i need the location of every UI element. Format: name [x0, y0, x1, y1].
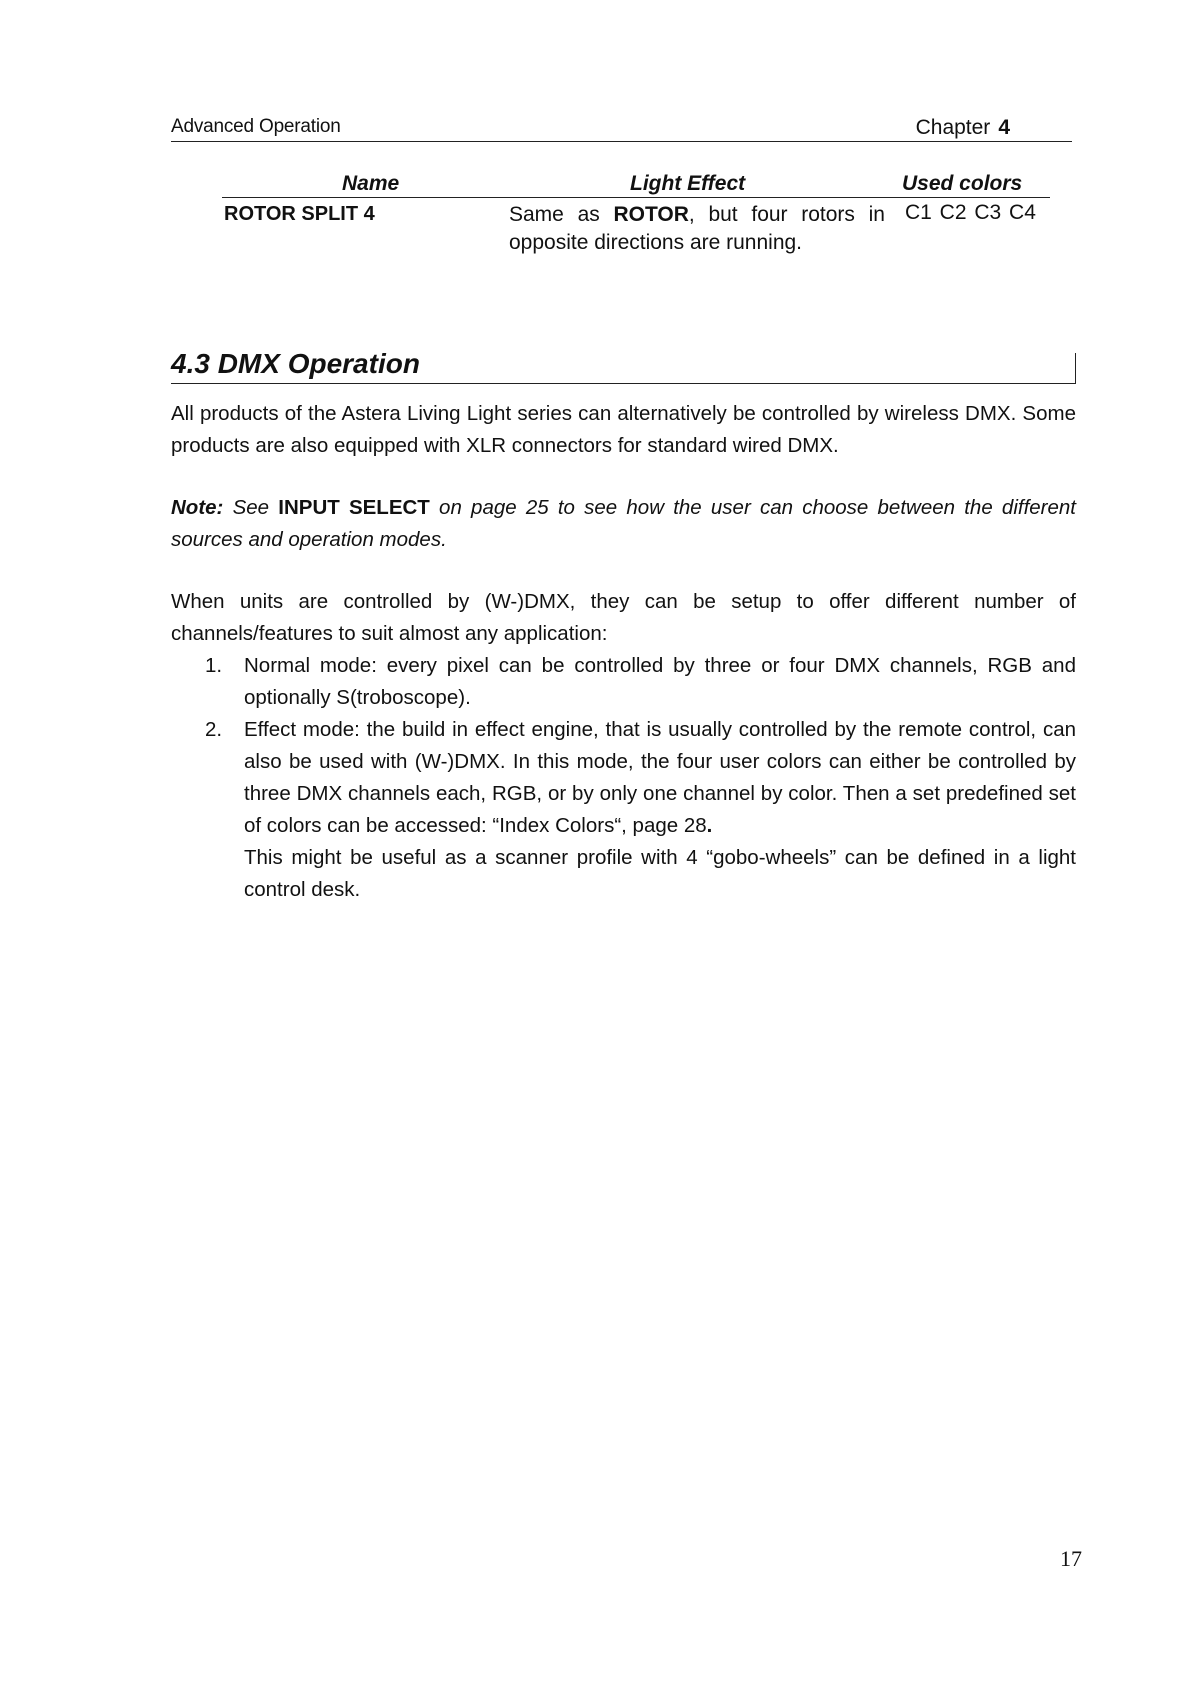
note-see: See — [223, 496, 279, 519]
table-cell-effect — [509, 201, 885, 257]
list-item — [171, 650, 1076, 714]
page-number: 17 — [1060, 1546, 1082, 1571]
modes-list — [171, 650, 1076, 906]
table-header-colors: Used colors — [902, 172, 1023, 195]
table-cell-colors: C1 C2 C3 C4 — [905, 201, 1036, 224]
table-header-name: Name — [342, 172, 400, 195]
section-title: 4.3 DMX Operation — [171, 348, 420, 379]
table-rule — [222, 197, 1050, 198]
effect-word: as — [577, 203, 600, 226]
effect-word: in — [868, 203, 885, 226]
section-rule — [171, 383, 1076, 384]
chapter-label — [916, 116, 1010, 140]
table-cell-name: ROTOR SPLIT 4 — [224, 203, 375, 225]
note-paragraph — [171, 492, 1076, 556]
paragraph-modes: When units are controlled by (W-)DMX, they can be setup to offer different number of channels/features to suit almost any application: — [171, 590, 1076, 645]
list-number: 1. — [205, 654, 223, 677]
note-reference: INPUT SELECT — [278, 496, 430, 519]
list-continuation: This might be useful as a scanner profile with 4 “gobo-wheels” can be defined in a light control desk. — [244, 846, 1076, 901]
chapter-text: Chapter — [915, 116, 991, 139]
paragraph-intro: All products of the Astera Living Light series can alternatively be controlled by wireless DMX. Some products are also equipped with XLR connectors for standard wired DMX. — [171, 402, 1076, 457]
running-header: Advanced Operation — [171, 116, 341, 137]
list-text: Effect mode: the build in effect engine, that is usually controlled by the remote control, can also be used with (W-)DMX. In this mode, the four user colors can either be controlled by three DMX channels each, RGB, or by only one channel by color. Then a set predefined set of colors can be accessed: “Index Colors“, page 28. — [244, 718, 1076, 837]
list-item — [171, 714, 1076, 842]
note-text: on page 25 to see how the user can choose between the different sources and operation modes. — [171, 496, 1076, 551]
effect-word: but — [708, 203, 738, 226]
effect-word: four — [751, 203, 788, 226]
list-number: 2. — [205, 718, 223, 741]
effect-word: Same — [509, 203, 564, 226]
effect-word: rotors — [801, 203, 855, 226]
section-title-bar — [1075, 353, 1076, 384]
effect-word-bold: ROTOR, — [613, 203, 695, 226]
note-label: Note: — [171, 496, 224, 519]
chapter-number: 4 — [998, 116, 1010, 139]
table-header-effect: Light Effect — [630, 172, 746, 195]
header-rule — [171, 141, 1072, 142]
effect-line-2: opposite directions are running. — [509, 231, 803, 254]
list-text: Normal mode: every pixel can be controlled by three or four DMX channels, RGB and optionally S(troboscope). — [244, 654, 1076, 709]
